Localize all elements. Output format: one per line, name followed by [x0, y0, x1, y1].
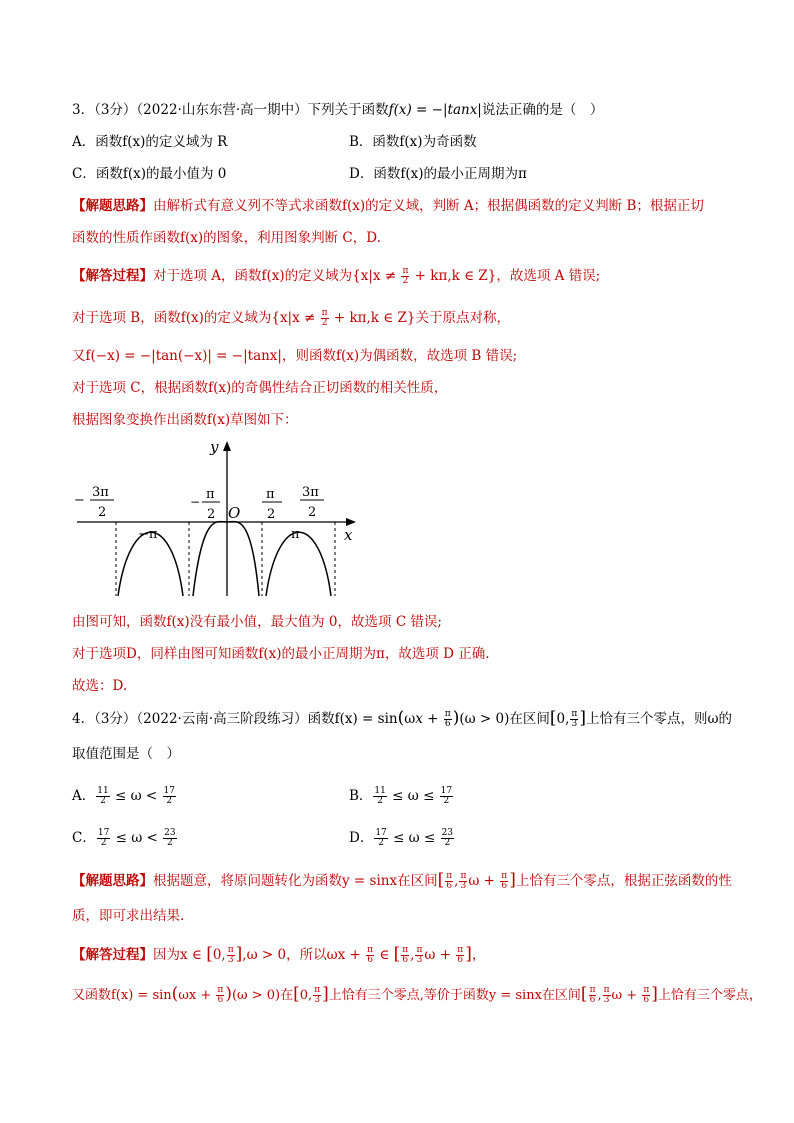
label-pi: π: [291, 527, 300, 542]
q3-after-line1: 由图可知，函数f(x)没有最小值，最大值为 0，故选项 C 错误;: [72, 614, 442, 630]
think-tag: 【解题思路】: [72, 198, 153, 214]
q3-proc-line2: 对于选项 B，函数f(x)的定义域为{x|x ≠ $\frac{\pi}{2}$ + kπ,k ∈ Z}关于原点对称，: [72, 308, 511, 328]
q3-proc-line3: 又f(−x) = −|tan(−x)| = −|tanx|，则函数f(x)为偶函数，故选项 B 错误;: [72, 348, 518, 364]
q4-think-line2: 质，即可求出结果.: [72, 908, 185, 924]
q3-option-a: A．函数f(x)的定义域为 R: [72, 134, 228, 150]
y-arrow: [223, 441, 231, 451]
label-neg-sign-2: −: [190, 495, 201, 509]
tan-graph: [72, 436, 372, 598]
label-den-h: 2: [267, 507, 276, 522]
q4-proc-line1: 【解答过程】因为x ∈ [0, $\frac{\pi}{3}$ ],ω > 0，所以ωx + $\frac{\pi}{6}$ ∈ [ $\frac{\pi}{6}$ , $\frac{\pi}{3}$ ω + $\frac{\pi}{6}$ ]，: [72, 944, 486, 965]
q3-proc-line4: 对于选项 C，根据函数f(x)的奇偶性结合正切函数的相关性质，: [72, 380, 448, 396]
label-3pi-left: 3π: [92, 485, 109, 500]
q3-think-line2: 函数的性质作函数f(x)的图象，利用图象判断 C，D.: [72, 230, 381, 246]
label-pi-negh: π: [206, 487, 215, 502]
q4-option-a: A． $\frac{11}{2}$ ≤ ω < $\frac{17}{2}$: [72, 786, 175, 806]
label-3pi-right: 3π: [302, 485, 319, 500]
q4-proc-line2: 又函数f(x) = sin(ωx + $\frac{\pi}{6}$ )(ω > 0)在[0, $\frac{\pi}{3}$ ]上恰有三个零点,等价于函数y = sinx在区间[ $\frac{\pi}{6}$ , $\frac{\pi}{3}$ ω + $\frac{\pi}{6}$ ]上恰有三个零点，: [72, 984, 762, 1005]
q3-option-c: C．函数f(x)的最小值为 0: [72, 166, 227, 182]
origin-label: O: [228, 504, 241, 522]
q3-proc-line1: 【解答过程】对于选项 A，函数f(x)的定义域为{x|x ≠ $\frac{\pi}{2}$ + kπ,k ∈ Z}，故选项 A 错误;: [72, 266, 601, 286]
x-arrow: [346, 518, 356, 526]
x-label: x: [344, 526, 353, 544]
q3-after-line2: 对于选项D，同样由图可知函数f(x)的最小正周期为π，故选项 D 正确.: [72, 646, 490, 662]
q3-think-line1: 【解题思路】由解析式有意义列不等式求函数f(x)的定义域，判断 A；根据偶函数的定义判断 B；根据正切: [72, 198, 704, 214]
q3-option-b: B．函数f(x)为奇函数: [349, 134, 477, 150]
q3-answer: 故选：D.: [72, 678, 128, 694]
curve-branch-2: [193, 522, 259, 596]
q3-stem: 3．（3分）（2022·山东东营·高一期中）下列关于函数f(x) = −|tanx|说法正确的是（ ）: [72, 102, 604, 118]
y-label: y: [210, 438, 219, 456]
q4-option-d: D． $\frac{17}{2}$ ≤ ω ≤ $\frac{23}{2}$: [349, 828, 454, 848]
label-pi-h: π: [266, 487, 275, 502]
q4-think-line1: 【解题思路】根据题意，将原问题转化为函数y = sinx在区间[ $\frac{\pi}{6}$ , $\frac{\pi}{3}$ ω + $\frac{\pi}{6}$ ]上恰有三个零点，根据正弦函数的性: [72, 870, 732, 891]
q3-proc-line5: 根据图象变换作出函数f(x)草图如下：: [72, 412, 298, 428]
label-den-negh: 2: [207, 507, 216, 522]
label-den-left: 2: [98, 505, 107, 520]
proc-tag: 【解答过程】: [72, 268, 153, 284]
label-den-right: 2: [308, 505, 317, 520]
q3-option-d: D．函数f(x)的最小正周期为π: [349, 166, 527, 182]
label-neg-sign-1: −: [74, 493, 85, 508]
q4-stem-line2: 取值范围是（ ）: [72, 746, 180, 762]
q3-func: f(x) = −|tanx|: [388, 102, 482, 118]
q4-option-c: C． $\frac{17}{2}$ ≤ ω < $\frac{23}{2}$: [72, 828, 176, 848]
q4-stem: 4．（3分）（2022·云南·高三阶段练习）函数f(x) = sin(ωx + $\frac{\pi}{6}$ )(ω > 0)在区间[0, $\frac{\pi}{3}$ ]上恰有三个零点，则ω的: [72, 708, 732, 729]
label-neg-pi: −π: [138, 527, 158, 542]
q4-option-b: B． $\frac{11}{2}$ ≤ ω ≤ $\frac{17}{2}$: [349, 786, 453, 806]
